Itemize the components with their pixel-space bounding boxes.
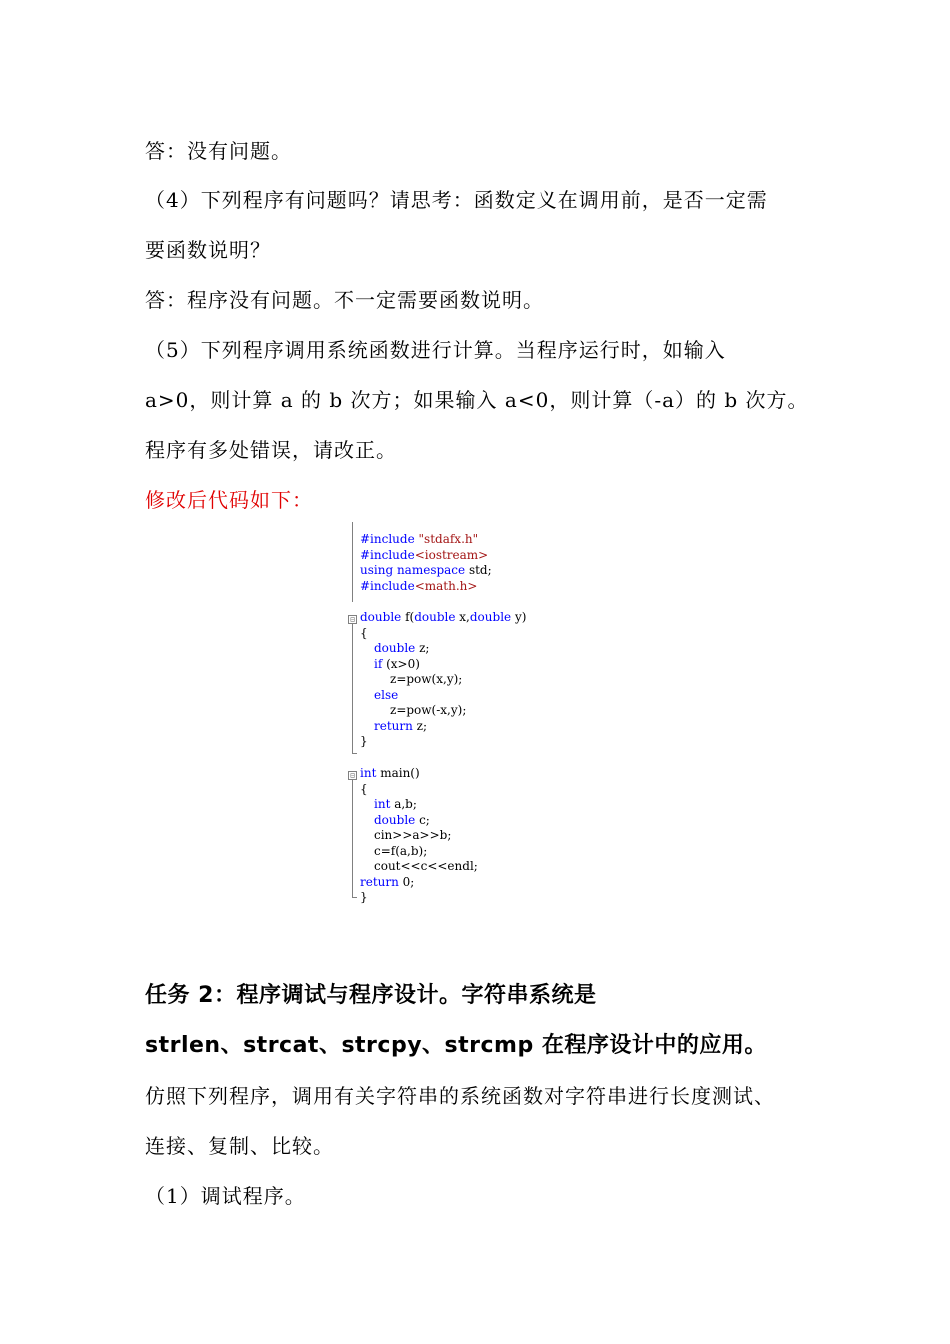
fold-guide xyxy=(352,522,353,602)
code-line-int-decl: int a,b; xyxy=(374,797,417,811)
task-2-heading-line-1: 任务 2：程序调试与程序设计。字符串系统是 xyxy=(145,983,597,1008)
code-line-main-signature: int main() xyxy=(360,766,420,780)
fold-end-marker xyxy=(352,753,357,754)
code-line-using-namespace: using namespace std; xyxy=(360,563,492,577)
code-line-pow-x: z=pow(x,y); xyxy=(390,672,463,686)
code-line-decl-z: double z; xyxy=(374,641,430,655)
code-line-include-iostream: #include<iostream> xyxy=(360,547,489,562)
fold-collapse-icon[interactable]: ⊟ xyxy=(348,771,357,780)
question-5-line-2: a>0，则计算 a 的 b 次方；如果输入 a<0，则计算（-a）的 b 次方。 xyxy=(145,388,809,412)
fold-end-marker xyxy=(352,897,357,898)
code-line-else: else xyxy=(374,687,399,702)
code-line-return-0: return 0; xyxy=(360,874,415,889)
code-line-cout: cout<<c<<endl; xyxy=(374,859,478,873)
question-5-line-3: 程序有多处错误，请改正。 xyxy=(145,438,397,462)
task-2-step-1: （1）调试程序。 xyxy=(145,1184,306,1208)
code-line-return-z: return z; xyxy=(374,718,428,733)
task-2-instruction-line-2: 连接、复制、比较。 xyxy=(145,1134,334,1158)
code-line-double-decl: double c; xyxy=(374,812,430,827)
question-5-line-1: （5）下列程序调用系统函数进行计算。当程序运行时，如输入 xyxy=(145,338,726,362)
code-line-include-stdafx: #include "stdafx.h" xyxy=(360,532,479,546)
answer-4-paragraph: 答：程序没有问题。不一定需要函数说明。 xyxy=(145,288,544,312)
code-line-if: if (x>0) xyxy=(374,656,420,671)
code-line-f-close-brace: } xyxy=(360,734,368,748)
question-4-line-1: （4）下列程序有问题吗？请思考：函数定义在调用前，是否一定需 xyxy=(145,188,768,212)
code-line-pow-neg-x: z=pow(-x,y); xyxy=(390,703,467,717)
code-line-call-f: c=f(a,b); xyxy=(374,843,428,858)
code-line-cin: cin>>a>>b; xyxy=(374,828,452,842)
answer-paragraph: 答：没有问题。 xyxy=(145,139,292,163)
code-line-include-math: #include<math.h> xyxy=(360,578,478,593)
fold-collapse-icon[interactable]: ⊟ xyxy=(348,615,357,624)
fold-guide xyxy=(352,624,353,754)
task-2-heading-line-2: strlen、strcat、strcpy、strcmp 在程序设计中的应用。 xyxy=(145,1033,767,1058)
code-screenshot xyxy=(348,520,568,910)
code-line-main-open-brace: { xyxy=(360,781,368,796)
fold-guide xyxy=(352,780,353,898)
code-line-f-open-brace: { xyxy=(360,625,368,640)
code-line-main-close-brace: } xyxy=(360,890,368,904)
task-2-instruction-line-1: 仿照下列程序，调用有关字符串的系统函数对字符串进行长度测试、 xyxy=(145,1084,775,1108)
question-4-line-2: 要函数说明？ xyxy=(145,238,271,262)
modified-code-caption: 修改后代码如下： xyxy=(145,488,313,512)
code-line-f-signature: double f(double x,double y) xyxy=(360,610,527,624)
